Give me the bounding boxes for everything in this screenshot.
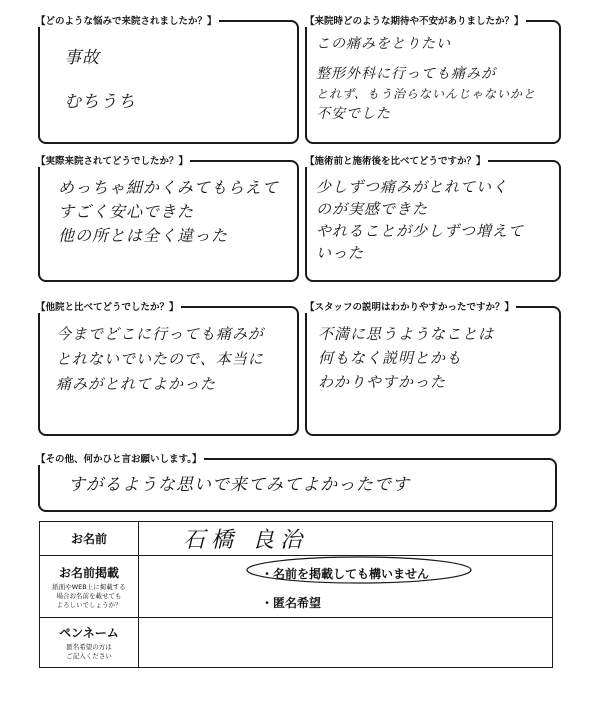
q2-line-2: 整形外科に行っても痛みが bbox=[316, 66, 496, 82]
name-label: お名前 bbox=[70, 532, 107, 546]
q2-answer bbox=[316, 34, 536, 124]
penname-sub-1: 匿名希望の方は bbox=[66, 643, 112, 651]
q6-line-2: 何もなく説明とかも bbox=[318, 349, 463, 367]
publish-sub-3: よろしいでしょうか？ bbox=[56, 600, 122, 609]
q5-label: 【他院と比べてどうでしたか？】 bbox=[34, 299, 181, 313]
penname-label: ペンネーム bbox=[59, 626, 119, 640]
q5-answer bbox=[56, 322, 264, 397]
q7-line-1: すがるような思いで来てみてよかったです bbox=[68, 475, 410, 495]
option-anonymous[interactable]: ・匿名希望 bbox=[261, 595, 322, 610]
q5-line-3: 痛みがとれてよかった bbox=[56, 375, 217, 393]
q3-line-2: すごく安心できた bbox=[58, 202, 195, 221]
q1-line-2: むちうち bbox=[64, 92, 136, 112]
q1-label: 【どのような悩みで来院されましたか？】 bbox=[34, 13, 219, 27]
q4-answer bbox=[316, 176, 524, 264]
publish-options-cell bbox=[139, 556, 553, 618]
q4-label: 【施術前と施術後を比べてどうですか？】 bbox=[303, 153, 488, 167]
name-label-cell bbox=[40, 522, 139, 556]
name-table bbox=[39, 521, 553, 668]
q4-line-2: のが実感できた bbox=[316, 200, 429, 218]
penname-label-cell bbox=[40, 618, 139, 668]
q3-answer bbox=[58, 176, 279, 248]
q5-line-1: 今までどこに行っても痛みが bbox=[56, 325, 265, 343]
selection-circle-icon bbox=[247, 554, 477, 586]
publish-sub-2: 場合お名前を載せても bbox=[56, 591, 122, 600]
q1-line-1: 事故 bbox=[64, 48, 100, 68]
q7-label: 【その他、何かひと言お願いします。】 bbox=[34, 451, 204, 465]
name-value-cell[interactable] bbox=[139, 522, 553, 556]
penname-sub-2: ご記入ください bbox=[66, 652, 112, 660]
option-publish-ok[interactable]: ・名前を掲載しても構いません bbox=[261, 566, 430, 581]
publish-label-cell bbox=[40, 556, 139, 618]
q3-label: 【実際来院されてどうでしたか？】 bbox=[34, 153, 190, 167]
name-value: 石橋 良治 bbox=[183, 528, 308, 553]
q1-answer bbox=[64, 36, 136, 124]
penname-value-cell[interactable] bbox=[139, 618, 553, 668]
q6-label: 【スタッフの説明はわかりやすかったですか？】 bbox=[303, 299, 516, 313]
q6-line-1: 不満に思うようなことは bbox=[318, 325, 495, 343]
q2-line-4: 不安でした bbox=[316, 106, 391, 122]
q4-line-1: 少しずつ痛みがとれていく bbox=[316, 178, 509, 196]
q6-answer bbox=[318, 322, 494, 394]
q3-line-1: めっちゃ細かくみてもらえて bbox=[58, 178, 279, 197]
q2-line-3: とれず、もう治らないんじゃないかと bbox=[316, 87, 537, 101]
q3-line-3: 他の所とは全く違った bbox=[58, 226, 229, 245]
q2-label: 【来院時どのような期待や不安がありましたか？】 bbox=[303, 13, 526, 27]
q4-line-3: やれることが少しずつ増えて bbox=[316, 222, 525, 240]
q7-answer bbox=[68, 474, 410, 496]
q6-line-3: わかりやすかった bbox=[318, 373, 447, 391]
q2-line-1: この痛みをとりたい bbox=[316, 36, 451, 52]
q4-line-4: いった bbox=[316, 244, 365, 262]
publish-sub-1: 紙面やWEB上に掲載する bbox=[52, 582, 126, 591]
q5-line-2: とれないでいたので、本当に bbox=[56, 350, 264, 368]
publish-label: お名前掲載 bbox=[58, 565, 119, 580]
